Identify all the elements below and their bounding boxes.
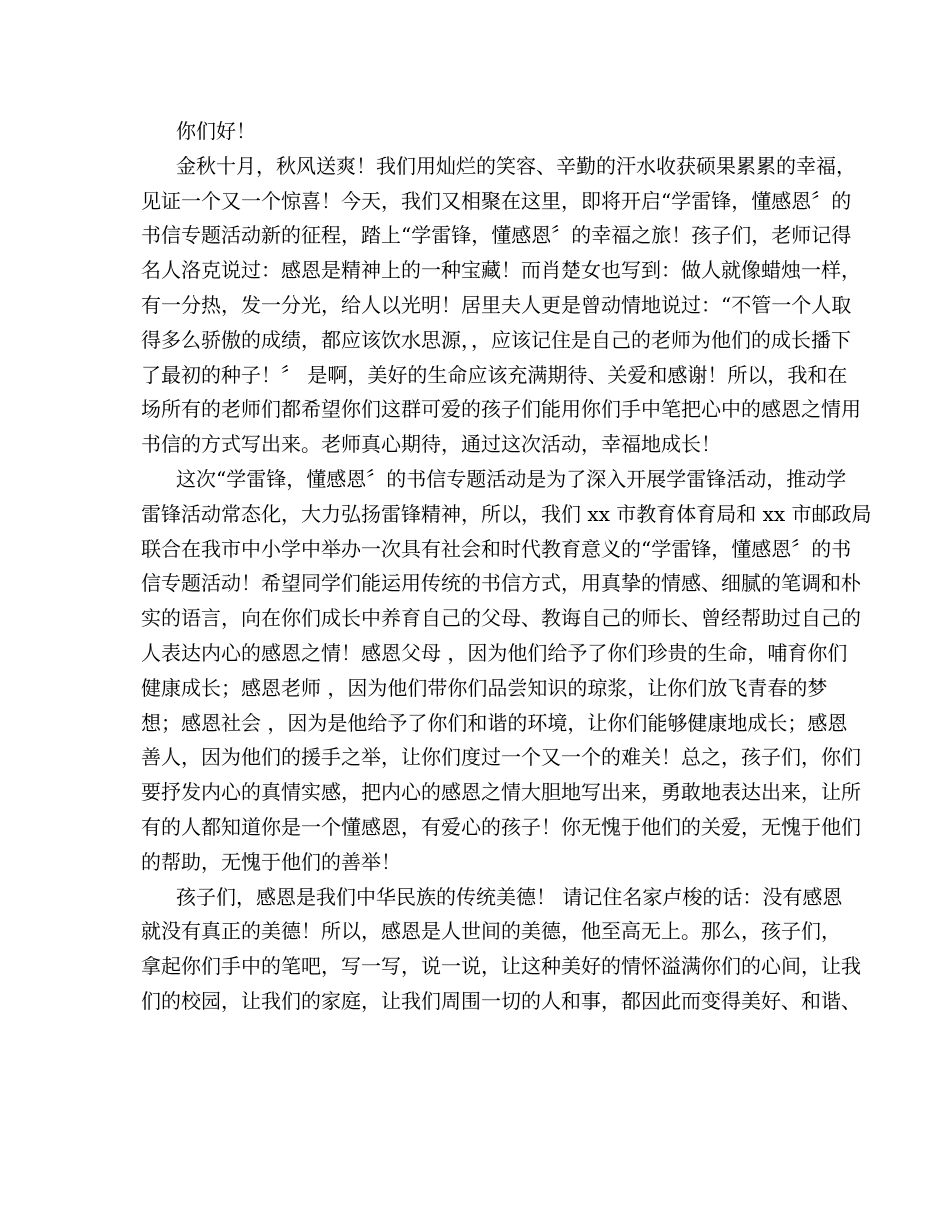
- text-line: 就没有真正的美德！所以，感恩是人世间的美德，他至高无上。那么，孩子们，: [141, 919, 841, 944]
- paragraph-first-line: 这次“学雷锋，懂感恩〞的书信专题活动是为了深入开展学雷锋活动，推动学: [176, 466, 847, 491]
- text-line: 雷锋活动常态化，大力弘扬雷锋精神，所以，我们 xx 市教育体育局和 xx 市邮政局: [141, 501, 872, 526]
- paragraph-first-line: 金秋十月，秋风送爽！我们用灿烂的笑容、辛勤的汗水收获硕果累累的幸福，: [176, 153, 856, 178]
- text-line: 书信专题活动新的征程，踏上“学雷锋，懂感恩〞的幸福之旅！孩子们，老师记得: [141, 223, 852, 248]
- text-line: 的帮助，无愧于他们的善举！: [141, 849, 401, 874]
- text-line: 见证一个又一个惊喜！今天，我们又相聚在这里，即将开启“学雷锋，懂感恩〞的: [141, 188, 852, 213]
- text-line: 了最初的种子！〞 是啊，美好的生命应该充满期待、关爱和感谢！所以，我和在: [141, 362, 848, 387]
- text-line: 联合在我市中小学中举办一次具有社会和时代教育意义的“学雷锋，懂感恩〞的书: [141, 536, 852, 561]
- document-body: [141, 114, 872, 1019]
- text-line: 想；感恩社会 ，因为是他给予了你们和谐的环境，让你们能够健康地成长；感恩: [141, 710, 848, 735]
- text-line: 健康成长；感恩老师 ，因为他们带你们品尝知识的琼浆，让你们放飞青春的梦: [141, 675, 828, 700]
- text-line: 书信的方式写出来。老师真心期待，通过这次活动，幸福地成长！: [141, 432, 721, 457]
- text-line: 们的校园，让我们的家庭，让我们周围一切的人和事，都因此而变得美好、和谐、: [141, 988, 861, 1013]
- paragraph-first-line: 你们好！: [176, 119, 256, 143]
- text-line: 信专题活动！希望同学们能运用传统的书信方式，用真挚的情感、细腻的笔调和朴: [141, 571, 861, 596]
- text-line: 拿起你们手中的笔吧，写一写，说一说，让这种美好的情怀溢满你们的心间，让我: [141, 954, 861, 979]
- text-line: 名人洛克说过：感恩是精神上的一种宝藏！而肖楚女也写到：做人就像蜡烛一样，: [141, 258, 861, 283]
- text-line: 有一分热，发一分光，给人以光明！居里夫人更是曾动情地说过：“不管一个人取: [141, 292, 852, 317]
- text-line: 善人，因为他们的援手之举，让你们度过一个又一个的难关！总之，孩子们，你们: [141, 745, 861, 770]
- text-line: 有的人都知道你是一个懂感恩，有爱心的孩子！你无愧于他们的关爱，无愧于他们: [141, 814, 861, 839]
- text-line: 得多么骄傲的成绩，都应该饮水思源，，应该记住是自己的老师为他们的成长播下: [141, 327, 851, 352]
- text-line: 场所有的老师们都希望你们这群可爱的孩子们能用你们手中笔把心中的感恩之情用: [141, 397, 861, 422]
- text-line: 人表达内心的感恩之情！感恩父母 ，因为他们给予了你们珍贵的生命，哺育你们: [141, 640, 848, 665]
- paragraph-first-line: 孩子们，感恩是我们中华民族的传统美德！ 请记住名家卢梭的话：没有感恩: [176, 884, 843, 909]
- text-line: 实的语言，向在你们成长中养育自己的父母、教诲自己的师长、曾经帮助过自己的: [141, 606, 861, 631]
- text-line: 要抒发内心的真情实感，把内心的感恩之情大胆地写出来，勇敢地表达出来，让所: [141, 780, 861, 805]
